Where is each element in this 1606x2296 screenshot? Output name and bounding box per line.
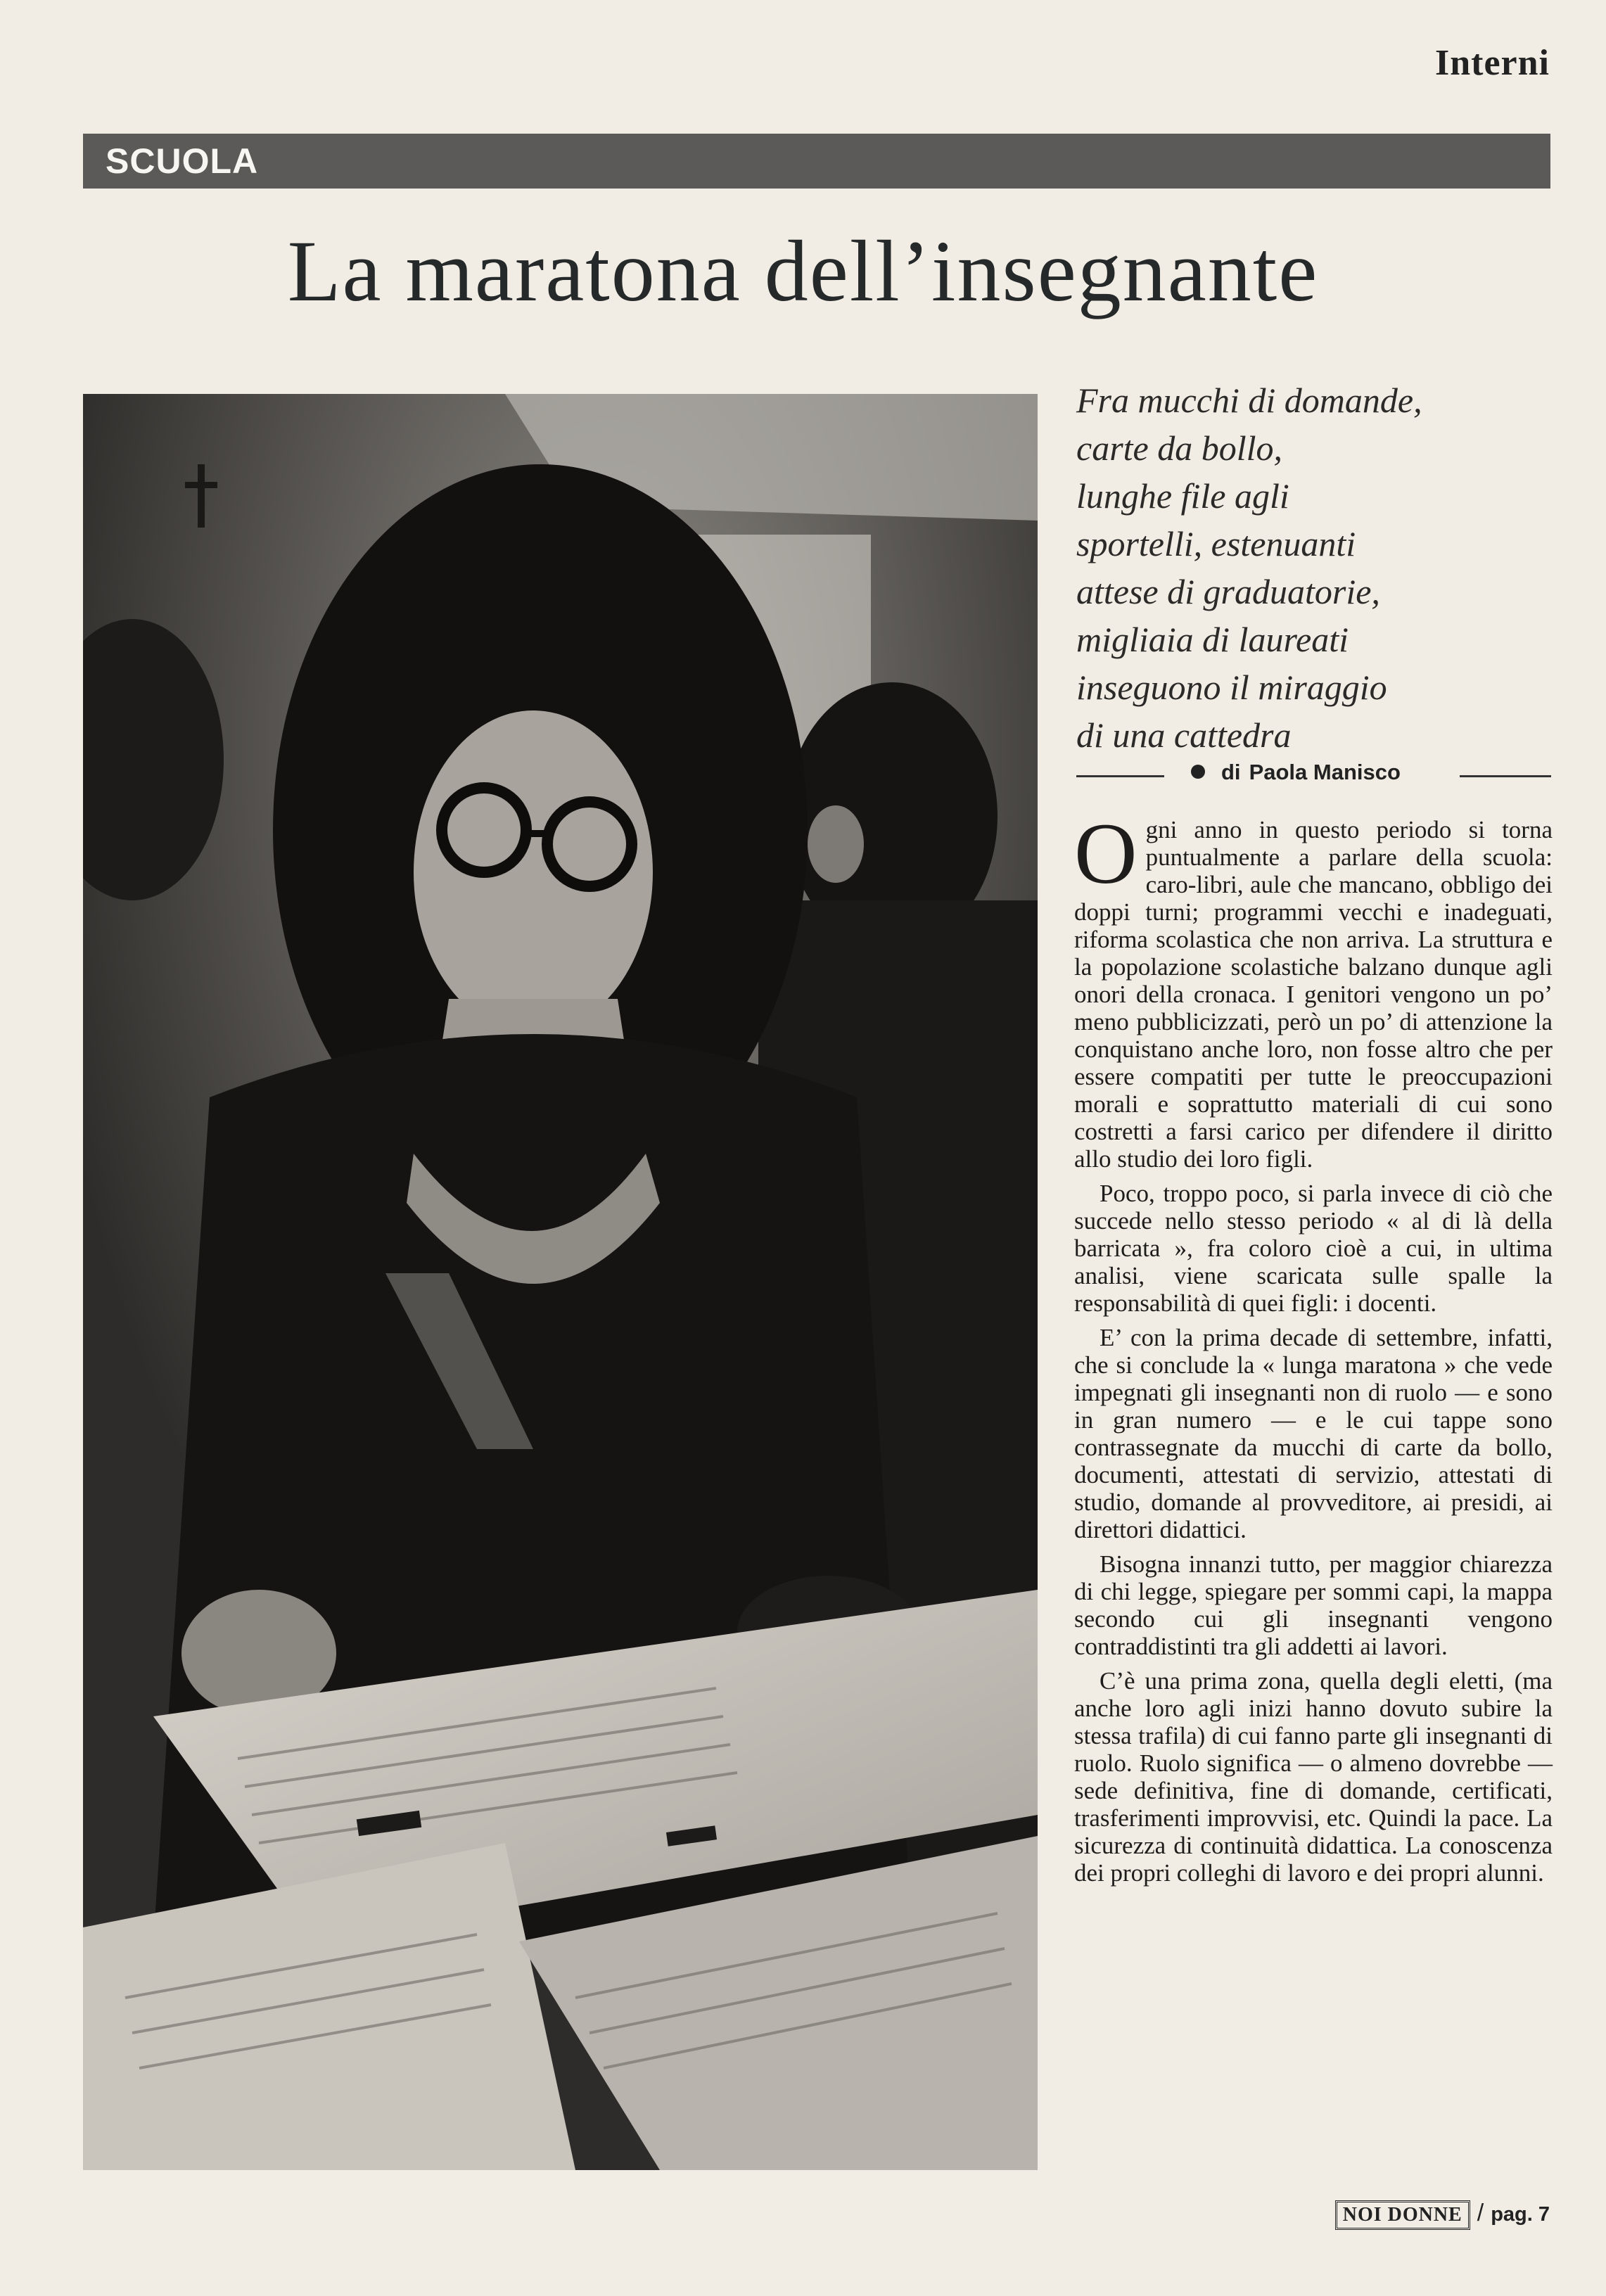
byline-author: Paola Manisco: [1249, 760, 1401, 784]
deck-line: attese di graduatorie,: [1076, 572, 1380, 611]
deck-line: Fra mucchi di domande,: [1076, 381, 1422, 420]
body-paragraph: C’è una prima zona, quella degli eletti, (ma anche loro agli inizi hanno dovuto subire la stessa trafila) di cui fanno parte gli insegnanti di ruolo. Ruolo significa — o almeno dovrebbe — sede definitiva, fine di domande, certificati, trasferimenti improvvisi, etc. Quindi la pace. La sicurezza di continuità didattica. La conoscenza dei propri colleghi di lavoro e dei propri alunni.: [1074, 1667, 1553, 1887]
body-paragraph: Poco, troppo poco, si parla invece di ciò che succede nello stesso periodo « al di là della barricata », fra coloro cioè a cui, in ultima analisi, viene scaricata sulle spalle la responsabilità di quei figli: i docenti.: [1074, 1180, 1553, 1317]
bullet-icon: [1191, 765, 1205, 779]
article-body: [1074, 805, 1553, 1894]
page-footer: [1335, 2200, 1550, 2235]
photo-illustration: [83, 394, 1038, 2170]
headline: La maratona dell’insegnante: [287, 223, 1319, 319]
byline-rule-right: [1460, 775, 1551, 777]
byline: [1076, 756, 1551, 796]
body-paragraph: Bisogna innanzi tutto, per maggior chiarezza di chi legge, spiegare per sommi capi, la mappa secondo cui gli insegnanti vengono contraddistinti tra gli addetti ai lavori.: [1074, 1550, 1553, 1660]
rubric-bar: [83, 134, 1550, 189]
deck-line: sportelli, estenuanti: [1076, 524, 1356, 563]
rubric-label: SCUOLA: [106, 141, 259, 181]
section-header: Interni: [1435, 43, 1550, 83]
article-deck: [1076, 376, 1562, 759]
byline-text: [1221, 760, 1401, 785]
footer-separator: /: [1477, 2200, 1484, 2226]
body-paragraph: E’ con la prima decade di settembre, infatti, che si conclude la « lunga maratona » che vede impegnati gli insegnanti non di ruolo — e sono in gran numero — e le cui tappe sono contrassegnate da mucchi di carte da bollo, documenti, attestati di servizio, attestati di studio, domande al provveditore, ai presidi, ai direttori didattici.: [1074, 1324, 1553, 1543]
deck-line: di una cattedra: [1076, 715, 1292, 755]
body-paragraph: [1074, 805, 1553, 1173]
deck-line: carte da bollo,: [1076, 428, 1283, 468]
article-photo: [83, 394, 1038, 2170]
paragraph-text: gni anno in questo periodo si torna puntualmente a parlare della scuola: caro-libri, aule che mancano, obbligo dei doppi turni; programmi vecchi e inadeguati, riforma scolastica che non arriva. La struttura e la popolazione scolastiche balzano dunque agli onori della cronaca. I genitori vengono un po’ meno pubblicizzati, però un po’ di attenzione la conquistano anche loro, non fosse altro che per essere compatiti per tutte le preoccupazioni morali e soprattutto materiali di cui sono costretti a farsi carico per difendere il diritto allo studio dei loro figli.: [1074, 816, 1553, 1173]
byline-rule-left: [1076, 775, 1164, 777]
deck-line: inseguono il miraggio: [1076, 668, 1387, 707]
deck-line: lunghe file agli: [1076, 476, 1289, 516]
deck-line: migliaia di laureati: [1076, 620, 1349, 659]
page-number: pag. 7: [1491, 2203, 1550, 2226]
byline-prefix: di: [1221, 760, 1241, 784]
magazine-logo: NOI DONNE: [1335, 2200, 1470, 2230]
drop-cap: O: [1074, 805, 1137, 902]
